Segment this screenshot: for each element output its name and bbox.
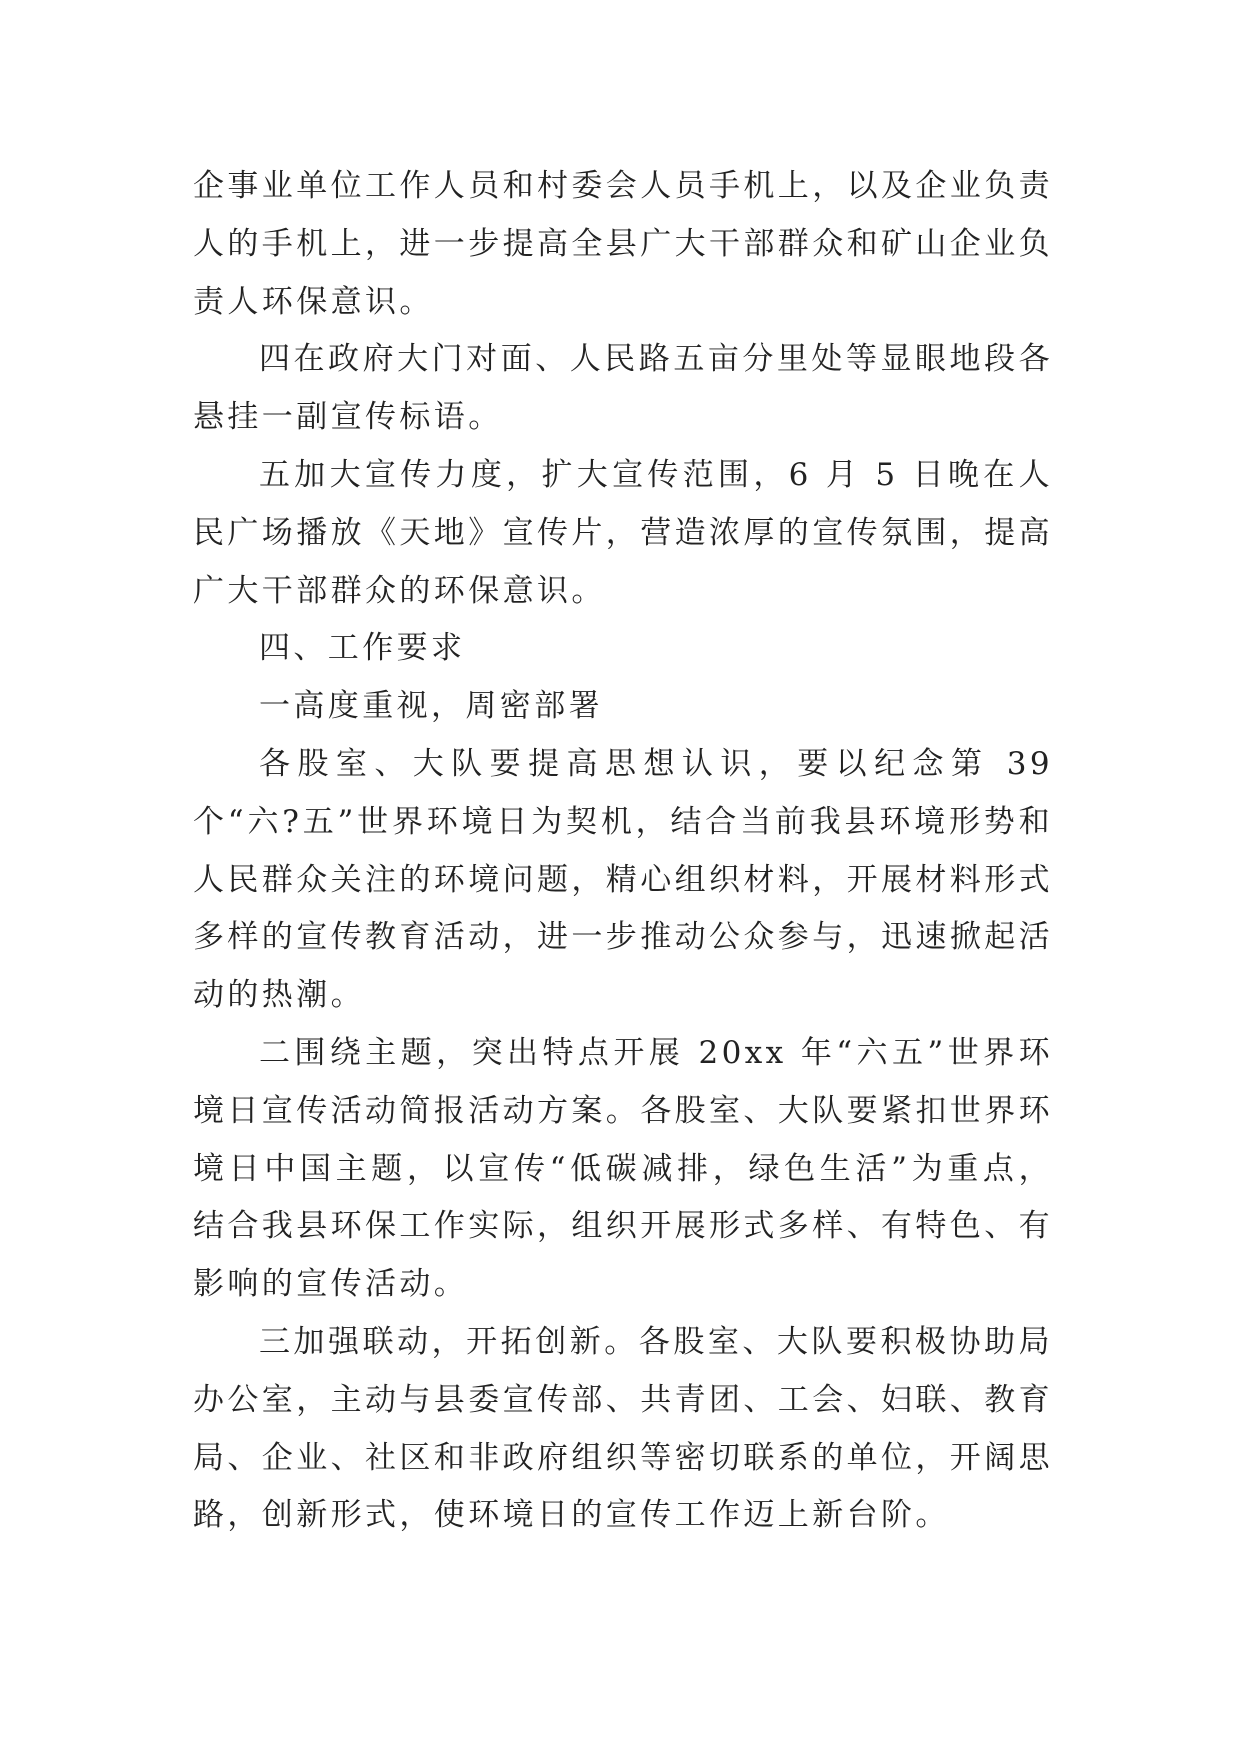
subsection-heading: 一高度重视，周密部署 [259, 688, 603, 725]
section-heading: 四、工作要求 [259, 630, 466, 667]
paragraph: 企事业单位工作人员和村委会人员手机上，以及企业负责人的手机上，进一步提高全县广大干部群众和矿山企业负责人环保意识。 [193, 168, 1053, 320]
paragraph: 二围绕主题，突出特点开展 20xx 年“六五”世界环境日宣传活动简报活动方案。各股室、大队要紧扣世界环境日中国主题，以宣传“低碳减排，绿色生活”为重点，结合我县环保工作实际，组织开展形式多样、有特色、有影响的宣传活动。 [193, 1034, 1053, 1303]
paragraph: 四在政府大门对面、人民路五亩分里处等显眼地段各悬挂一副宣传标语。 [193, 341, 1053, 436]
paragraph: 三加强联动，开拓创新。各股室、大队要积极协助局办公室，主动与县委宣传部、共青团、工会、妇联、教育局、企业、社区和非政府组织等密切联系的单位，开阔思路，创新形式，使环境日的宣传工作迈上新台阶。 [193, 1323, 1053, 1534]
paragraph: 各股室、大队要提高思想认识，要以纪念第 39 个“六?五”世界环境日为契机，结合当前我县环境形势和人民群众关注的环境问题，精心组织材料，开展材料形式多样的宣传教育活动，进一步推动公众参与，迅速掀起活动的热潮。 [193, 745, 1053, 1014]
document-body [193, 158, 1053, 1545]
paragraph: 五加大宣传力度，扩大宣传范围，6 月 5 日晚在人民广场播放《天地》宣传片，营造浓厚的宣传氛围，提高广大干部群众的环保意识。 [193, 456, 1053, 609]
